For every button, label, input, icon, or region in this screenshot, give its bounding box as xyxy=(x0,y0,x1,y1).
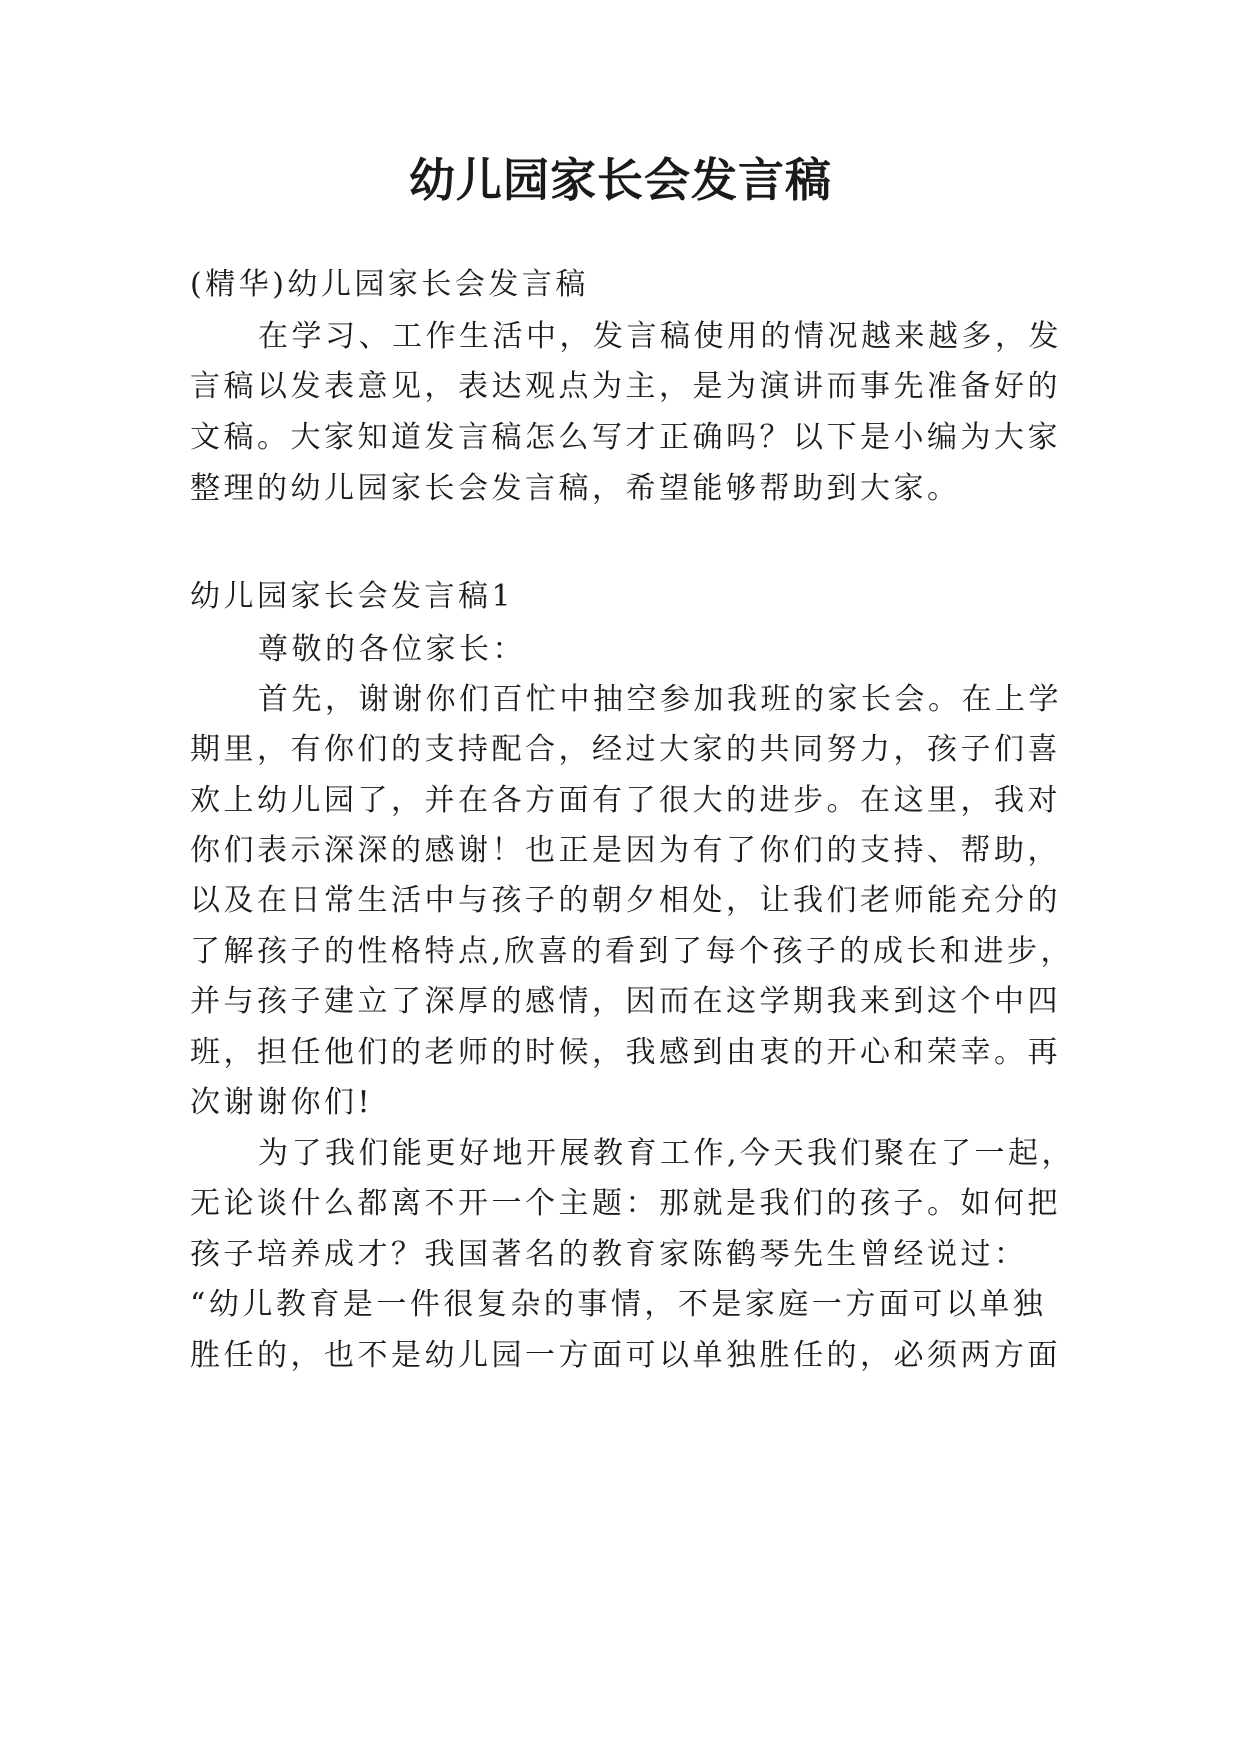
paragraph-line: 你们表示深深的感谢！也正是因为有了你们的支持、帮助， xyxy=(190,833,1061,868)
paragraph-line: 并与孩子建立了深厚的感情，因而在这学期我来到这个中四 xyxy=(190,984,1061,1019)
paragraph-line: 班，担任他们的老师的时候，我感到由衷的开心和荣幸。再 xyxy=(190,1035,1061,1070)
intro-line: 言稿以发表意见，表达观点为主，是为演讲而事先准备好的 xyxy=(190,369,1061,404)
paragraph-line: 为了我们能更好地开展教育工作,今天我们聚在了一起， xyxy=(258,1136,1076,1171)
intro-line: 文稿。大家知道发言稿怎么写才正确吗？以下是小编为大家 xyxy=(190,420,1061,455)
paragraph-line: 了解孩子的性格特点,欣喜的看到了每个孩子的成长和进步， xyxy=(190,934,1075,969)
intro-line: 整理的幼儿园家长会发言稿，希望能够帮助到大家。 xyxy=(190,471,961,506)
paragraph-line: 孩子培养成才？我国著名的教育家陈鹤琴先生曾经说过： xyxy=(190,1237,1028,1272)
paragraph-line: 以及在日常生活中与孩子的朝夕相处，让我们老师能充分的 xyxy=(190,883,1061,918)
paragraph-line: 胜任的，也不是幼儿园一方面可以单独胜任的，必须两方面 xyxy=(190,1338,1061,1373)
salutation: 尊敬的各位家长： xyxy=(258,632,526,667)
document-title: 幼儿园家长会发言稿 xyxy=(409,153,832,207)
paragraph-line: 首先，谢谢你们百忙中抽空参加我班的家长会。在上学 xyxy=(258,682,1062,717)
paragraph-line: 次谢谢你们! xyxy=(190,1085,374,1120)
subtitle: (精华)幼儿园家长会发言稿 xyxy=(190,267,589,302)
section-heading: 幼儿园家长会发言稿1 xyxy=(190,579,515,614)
paragraph-line: 期里，有你们的支持配合，经过大家的共同努力，孩子们喜 xyxy=(190,732,1061,767)
intro-line: 在学习、工作生活中，发言稿使用的情况越来越多，发 xyxy=(258,319,1062,354)
paragraph-line: “幼儿教育是一件很复杂的事情，不是家庭一方面可以单独 xyxy=(190,1287,1047,1322)
paragraph-line: 无论谈什么都离不开一个主题：那就是我们的孩子。如何把 xyxy=(190,1186,1061,1221)
paragraph-line: 欢上幼儿园了，并在各方面有了很大的进步。在这里，我对 xyxy=(190,783,1061,818)
